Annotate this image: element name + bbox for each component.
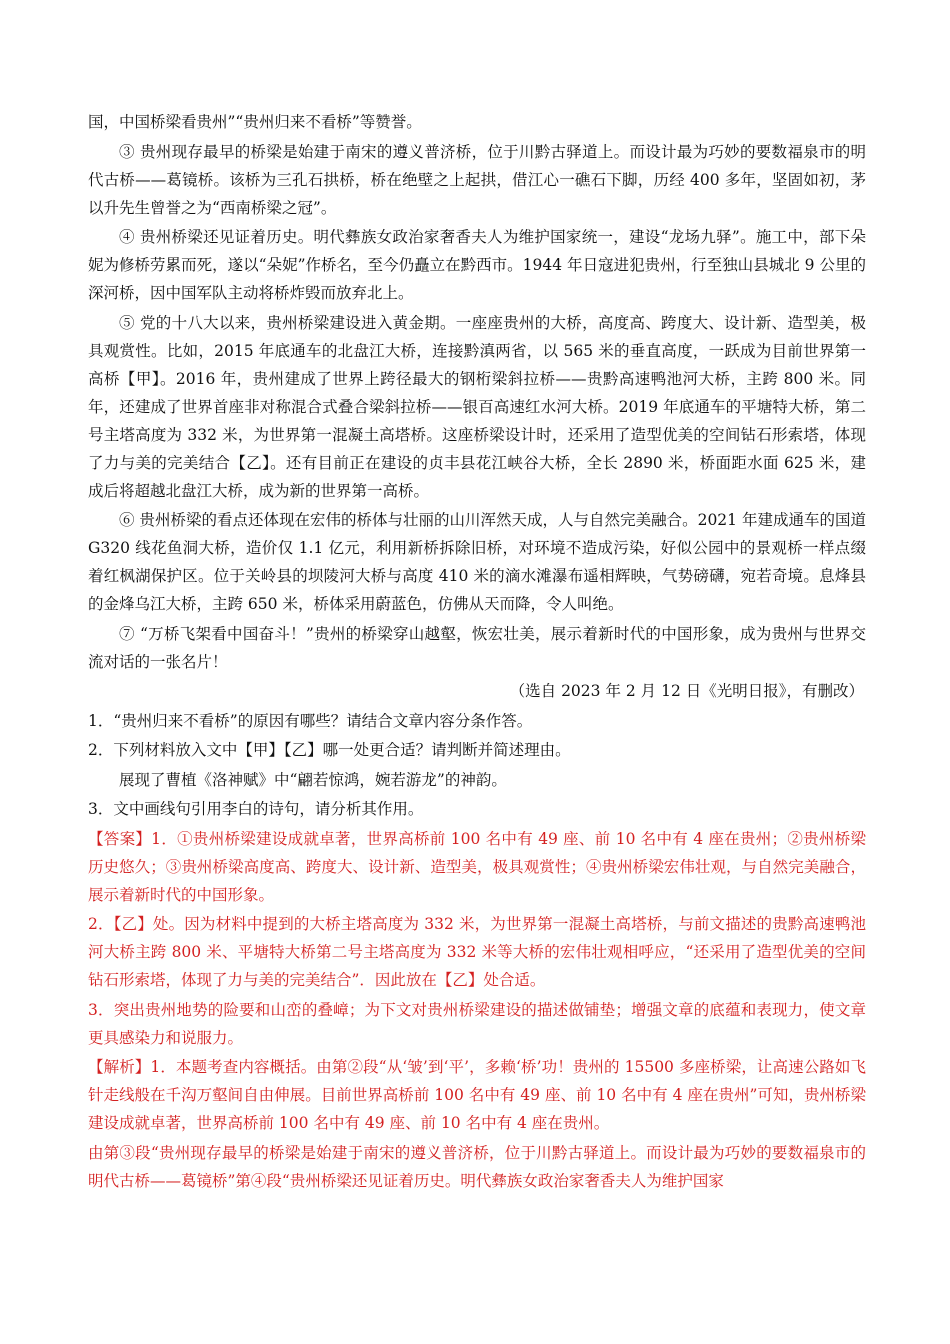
question-3: 3．文中画线句引用李白的诗句，请分析其作用。	[88, 800, 424, 818]
question-1: 1．“贵州归来不看桥”的原因有哪些？请结合文章内容分条作答。	[88, 711, 533, 730]
paragraph-3: ③ 贵州现存最早的桥梁是始建于南宋的遵义普济桥，位于川黔古驿道上。而设计最为巧妙的要数福泉市的明代古桥——葛镜桥。该桥为三孔石拱桥，桥在绝壁之上起拱，借江心一礁石下脚，历经 400 多年，坚固如初，茅以升先生曾誉之为“西南桥梁之冠”。	[88, 142, 866, 217]
paragraph-5: ⑤ 党的十八大以来，贵州桥梁建设进入黄金期。一座座贵州的大桥，高度高、跨度大、设计新、造型美，极具观赏性。比如，2015 年底通车的北盘江大桥，连接黔滇两省，以 565 米的垂直高度，一跃成为目前世界第一高桥【甲】。2016 年，贵州建成了世界上跨径最大的钢桁梁斜拉桥——贵黔高速鸭池河大桥，主跨 800 米。同年，还建成了世界首座非对称混合式叠合梁斜拉桥——银百高速红水河大桥。2019 年底通车的平塘特大桥，第二号主塔高度为 332 米，为世界第一混凝土高塔桥。这座桥梁设计时，还采用了造型优美的空间钻石形索塔，体现了力与美的完美结合【乙】。还有目前正在建设的贞丰县花江峡谷大桥，全长 2890 米，桥面距水面 625 米，建成后将超越北盘江大桥，成为新的世界第一高桥。	[88, 313, 866, 500]
analysis-1: 【解析】1．本题考查内容概括。由第②段“从‘皱’到‘平’，多赖‘桥’功！贵州的 15500 多座桥梁，让高速公路如飞针走线般在千沟万壑间自由伸展。目前世界高桥前 100 名中有 49 座、前 10 名中有 4 座在贵州”可知，贵州桥梁建设成就卓著，世界高桥前 100 名中有 49 座、前 10 名中有 4 座在贵州。	[88, 1058, 866, 1132]
paragraph-7: ⑦ “万桥飞架看中国奋斗！”贵州的桥梁穿山越壑，恢宏壮美，展示着新时代的中国形象，成为贵州与世界交流对话的一张名片！	[88, 624, 866, 671]
question-2-material: 展现了曹植《洛神赋》中“翩若惊鸿，婉若游龙”的神韵。	[119, 770, 507, 789]
answer-1: 【答案】1．①贵州桥梁建设成就卓著，世界高桥前 100 名中有 49 座、前 10 名中有 4 座在贵州；②贵州桥梁历史悠久；③贵州桥梁高度高、跨度大、设计新、造型美，极具观赏性；④贵州桥梁宏伟壮观，与自然完美融合，展示着新时代的中国形象。	[88, 829, 866, 904]
analysis-2: 由第③段“贵州现存最早的桥梁是始建于南宋的遵义普济桥，位于川黔古驿道上。而设计最为巧妙的要数福泉市的明代古桥——葛镜桥”第④段“贵州桥梁还见证着历史。明代彝族女政治家奢香夫人为维护国家	[88, 1143, 866, 1190]
article-source: （选自 2023 年 2 月 12 日《光明日报》，有删改）	[509, 682, 864, 700]
question-2: 2．下列材料放入文中【甲】【乙】哪一处更合适？请判断并简述理由。	[88, 741, 571, 759]
paragraph-intro-tail: 国，中国桥梁看贵州”“贵州归来不看桥”等赞誉。	[88, 113, 422, 131]
answer-2: 2．【乙】处。因为材料中提到的大桥主塔高度为 332 米，为世界第一混凝土高塔桥，与前文描述的贵黔高速鸭池河大桥主跨 800 米、平塘特大桥第二号主塔高度为 332 米等大桥的宏伟壮观相呼应，“还采用了造型优美的空间钻石形索塔，体现了力与美的完美结合”．因此放在【乙】处合适。	[88, 915, 866, 989]
document-page	[88, 108, 866, 1196]
paragraph-6: ⑥ 贵州桥梁的看点还体现在宏伟的桥体与壮丽的山川浑然天成，人与自然完美融合。2021 年建成通车的国道 G320 线花鱼洞大桥，造价仅 1.1 亿元，利用新桥拆除旧桥，对环境不造成污染，好似公园中的景观桥一样点缀着红枫湖保护区。位于关岭县的坝陵河大桥与高度 410 米的滴水滩瀑布遥相辉映，气势磅礴，宛若奇境。息烽县的金烽乌江大桥，主跨 650 米，桥体采用蔚蓝色，仿佛从天而降，令人叫绝。	[88, 511, 866, 613]
paragraph-4: ④ 贵州桥梁还见证着历史。明代彝族女政治家奢香夫人为维护国家统一，建设“龙场九驿”。施工中，部下朵妮为修桥劳累而死，遂以“朵妮”作桥名，至今仍矗立在黔西市。1944 年日寇进犯贵州，行至独山县城北 9 公里的深河桥，因中国军队主动将桥炸毁而放弃北上。	[88, 228, 866, 302]
answer-3: 3．突出贵州地势的险要和山峦的叠嶂；为下文对贵州桥梁建设的描述做铺垫；增强文章的底蕴和表现力，使文章更具感染力和说服力。	[88, 1000, 866, 1047]
